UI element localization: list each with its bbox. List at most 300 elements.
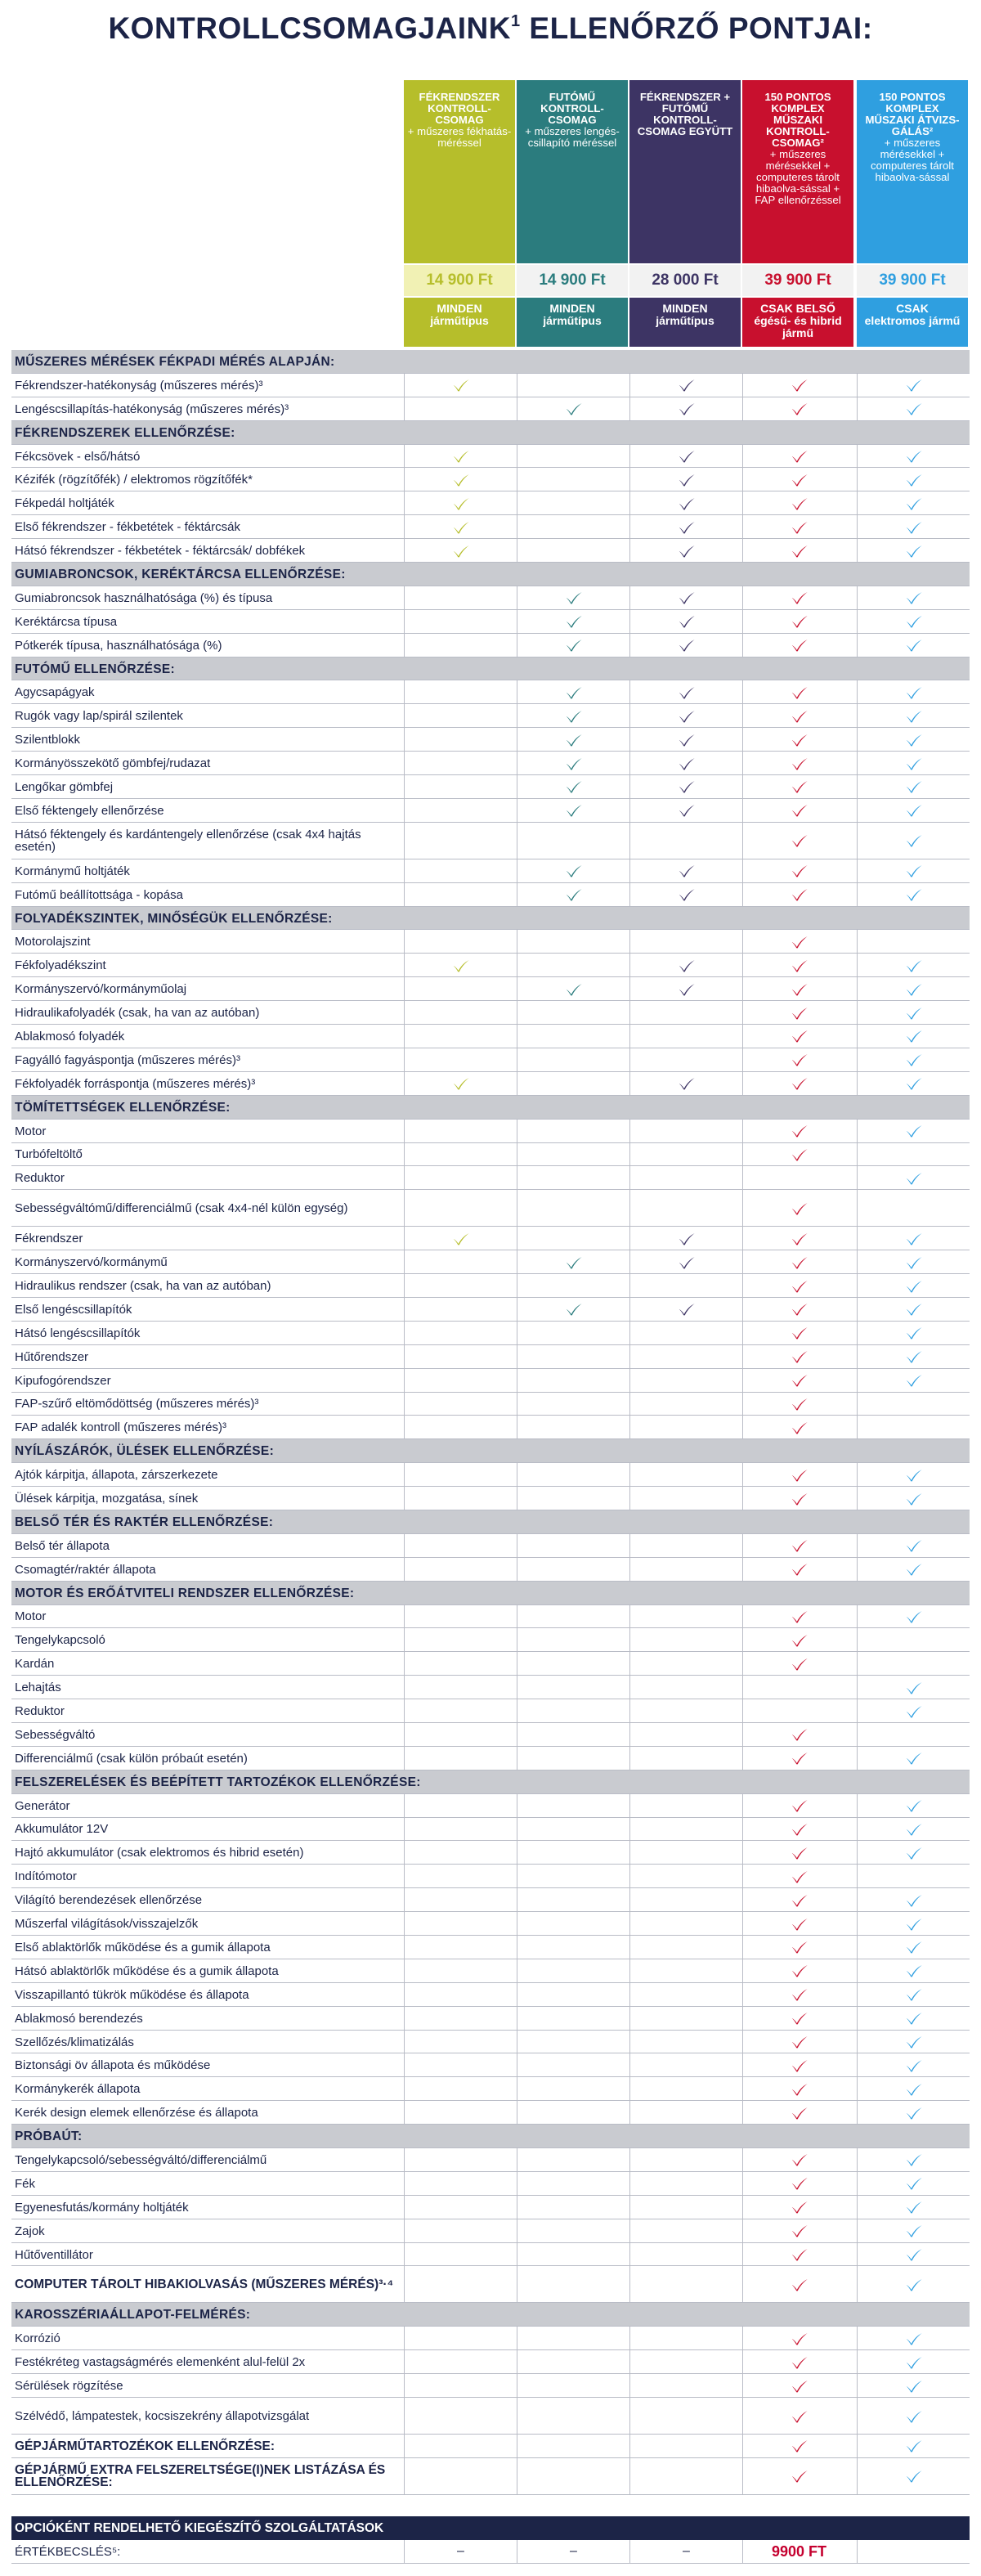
package-cell-3	[629, 1747, 742, 1770]
row-label: Kormányösszekötő gömbfej/rudazat	[15, 756, 211, 771]
checkmark-icon	[791, 1893, 809, 1908]
package-cell-5	[857, 859, 970, 883]
package-cell-1	[404, 2243, 517, 2267]
package-cell-3	[629, 1048, 742, 1072]
package-cell-1	[404, 2196, 517, 2219]
package-cell-3	[629, 2350, 742, 2374]
package-cell-5	[857, 515, 970, 539]
package-description: + műszeres mérésekkel + computeres tárolt hibaolva-sással + FAP ellenőrzéssel	[755, 148, 841, 206]
package-cell-1	[404, 586, 517, 610]
package-cell-4	[742, 1558, 855, 1582]
table-row	[11, 2031, 970, 2054]
checkmark-icon	[905, 378, 923, 393]
row-label: Kormányszervó/kormánymű	[15, 1255, 168, 1270]
package-cell-3	[629, 954, 742, 977]
checkmark-icon	[791, 1633, 809, 1648]
checkmark-icon	[905, 1538, 923, 1553]
checkmark-icon	[905, 1052, 923, 1067]
package-cell-2	[517, 1959, 629, 1983]
package-cell-2	[517, 2398, 629, 2435]
checkmark-icon	[452, 1232, 470, 1246]
package-cell-2	[517, 1865, 629, 1888]
checkmark-icon	[791, 2106, 809, 2120]
package-cell-5	[857, 1983, 970, 2007]
package-cell-5	[857, 1463, 970, 1487]
not-available-dash: –	[457, 2544, 464, 2559]
checkmark-icon	[905, 614, 923, 629]
package-cell-4	[742, 1723, 855, 1747]
checkmark-icon	[452, 958, 470, 973]
package-cell-5	[857, 1841, 970, 1865]
package-price-5: 39 900 Ft	[857, 265, 970, 296]
package-cell-2	[517, 2374, 629, 2398]
package-cell-5	[857, 1345, 970, 1369]
checkmark-icon	[791, 1609, 809, 1624]
vehicle-type-label: CSAK	[896, 302, 929, 315]
package-cell-3	[629, 1959, 742, 1983]
package-cell-4	[742, 1983, 855, 2007]
package-cell-4	[742, 1676, 855, 1699]
package-cell-4	[742, 799, 855, 823]
package-cell-1	[404, 752, 517, 775]
package-cell-2	[517, 954, 629, 977]
checkmark-icon	[791, 2011, 809, 2026]
checkmark-icon	[678, 958, 696, 973]
package-cell-4	[742, 397, 855, 421]
package-cell-4	[742, 445, 855, 469]
row-label: Sérülések rögzítése	[15, 2379, 123, 2394]
row-label: Visszapillantó tükrök működése és állapota	[15, 1987, 249, 2002]
checkmark-icon	[905, 2278, 923, 2292]
price-row	[11, 265, 970, 296]
package-cell-1	[404, 2327, 517, 2350]
row-label: Zajok	[15, 2224, 45, 2238]
checkmark-icon	[905, 1798, 923, 1813]
package-cell-2	[517, 680, 629, 704]
package-cell-2	[517, 1120, 629, 1143]
row-label: Hűtőrendszer	[15, 1349, 89, 1364]
checkmark-icon	[791, 1076, 809, 1091]
row-label: Festékréteg vastagságmérés elemenként alul-felül 2x	[15, 2355, 306, 2370]
package-cell-2	[517, 1628, 629, 1652]
package-cell-3	[629, 1628, 742, 1652]
checkmark-icon	[905, 1076, 923, 1091]
checkmark-icon	[791, 1751, 809, 1766]
package-cell-1	[404, 515, 517, 539]
checkmark-icon	[791, 2082, 809, 2097]
checkmark-icon	[905, 1704, 923, 1719]
package-cell-4	[742, 2172, 855, 2196]
package-cell-3	[629, 1025, 742, 1048]
checkmark-icon	[905, 1255, 923, 1270]
table-row	[11, 799, 970, 823]
checkmark-icon	[791, 449, 809, 464]
package-cell-5	[857, 883, 970, 907]
checkmark-icon	[678, 733, 696, 747]
package-cell-3	[629, 397, 742, 421]
checkmark-icon	[905, 1468, 923, 1483]
checkmark-icon	[791, 1201, 809, 1216]
checkmark-icon	[905, 2439, 923, 2453]
package-cell-3	[629, 2266, 742, 2303]
package-cell-5	[857, 823, 970, 859]
checkmark-icon	[791, 779, 809, 794]
package-cell-1	[404, 1322, 517, 1345]
package-cell-1	[404, 977, 517, 1001]
table-row	[11, 1865, 970, 1888]
row-label: Világító berendezések ellenőrzése	[15, 1893, 203, 1908]
table-row	[11, 1534, 970, 1558]
section-title: MŰSZERES MÉRÉSEK FÉKPADI MÉRÉS ALAPJÁN:	[15, 354, 335, 369]
section-title: BELSŐ TÉR ÉS RAKTÉR ELLENŐRZÉSE:	[15, 1515, 274, 1529]
row-label: Hátsó féktengely és kardántengely ellenőrzése (csak 4x4 hajtás esetén)	[15, 828, 361, 855]
package-cell-1	[404, 1274, 517, 1298]
checkmark-icon	[452, 520, 470, 535]
package-cell-4	[742, 1794, 855, 1818]
table-row	[11, 2196, 970, 2219]
checkmark-icon	[905, 1893, 923, 1908]
package-cell-5	[857, 1369, 970, 1393]
row-label: Kormányszervó/kormányműolaj	[15, 982, 187, 997]
package-cell-3	[629, 2053, 742, 2077]
checkmark-icon	[452, 544, 470, 559]
package-cell-4	[742, 1345, 855, 1369]
package-cell-2	[517, 1416, 629, 1439]
table-row	[11, 2350, 970, 2374]
row-label: GÉPJÁRMŰTARTOZÉKOK ELLENŐRZÉSE:	[15, 2439, 275, 2453]
package-cell-2	[517, 2435, 629, 2458]
package-cell-5	[857, 1250, 970, 1274]
checkmark-icon	[678, 1076, 696, 1091]
row-label: Biztonsági öv állapota és működése	[15, 2058, 211, 2073]
checkmark-icon	[791, 2331, 809, 2346]
row-label: Fékcsövek - első/hátsó	[15, 449, 141, 464]
row-label: Motor	[15, 1124, 47, 1138]
table-body	[11, 350, 970, 2564]
package-cell-4	[742, 2196, 855, 2219]
package-cell-3	[629, 1605, 742, 1629]
package-cell-1	[404, 883, 517, 907]
package-cell-5	[857, 752, 970, 775]
package-cell-2	[517, 1250, 629, 1274]
checkmark-icon	[791, 1255, 809, 1270]
package-cell-4	[742, 2219, 855, 2243]
package-cell-5	[857, 1936, 970, 1959]
package-cell-4	[742, 1048, 855, 1072]
checkmark-icon	[905, 2035, 923, 2049]
package-cell-1	[404, 1048, 517, 1072]
table-row	[11, 634, 970, 657]
package-cell-3	[629, 2101, 742, 2125]
package-cell-5	[857, 1723, 970, 1747]
package-cell-1	[404, 2077, 517, 2101]
package-cell-4	[742, 634, 855, 657]
table-row	[11, 1747, 970, 1770]
package-cell-5	[857, 397, 970, 421]
checkmark-icon	[452, 473, 470, 487]
table-row	[11, 1416, 970, 1439]
package-cell-4	[742, 1534, 855, 1558]
package-cell-3	[629, 2398, 742, 2435]
package-description: + műszeres lengés-csillapító méréssel	[525, 125, 620, 149]
package-cell-2	[517, 1983, 629, 2007]
package-vehicle-type-5	[857, 298, 970, 347]
package-cell-2	[517, 2327, 629, 2350]
checkmark-icon	[565, 982, 583, 997]
checkmark-icon	[791, 1326, 809, 1340]
package-cell-4	[742, 1001, 855, 1025]
package-cell-4	[742, 1393, 855, 1416]
checkmark-icon	[905, 864, 923, 878]
package-cell-3	[629, 1190, 742, 1227]
row-label: Futómű beállítottsága - kopása	[15, 887, 183, 902]
row-label: ÉRTÉKBECSLÉS⁵:	[15, 2544, 121, 2559]
row-label: Kipufogórendszer	[15, 1373, 111, 1388]
package-cell-4	[742, 2053, 855, 2077]
table-row	[11, 1227, 970, 1250]
package-cell-5	[857, 954, 970, 977]
package-cell-2	[517, 1393, 629, 1416]
checkmark-icon	[791, 1349, 809, 1364]
package-cell-4	[742, 1025, 855, 1048]
checkmark-icon	[791, 1124, 809, 1138]
package-cell-4	[742, 1628, 855, 1652]
package-cell-1	[404, 1912, 517, 1936]
package-cell-4	[742, 2101, 855, 2125]
table-row	[11, 704, 970, 728]
checkmark-icon	[791, 1822, 809, 1837]
section-header	[11, 563, 970, 586]
package-cell-1	[404, 2148, 517, 2172]
package-cell-5	[857, 2007, 970, 2031]
section-title: PRÓBAÚT:	[15, 2129, 83, 2144]
package-cell-3	[629, 445, 742, 469]
vehicle-type-sub: járműtípus	[543, 314, 602, 327]
package-cell-5	[857, 1652, 970, 1676]
checkmark-icon	[678, 520, 696, 535]
row-label: Keréktárcsa típusa	[15, 614, 118, 629]
package-cell-5	[857, 1274, 970, 1298]
package-cell-1	[404, 1250, 517, 1274]
package-cell-3	[629, 1322, 742, 1345]
checkmark-icon	[791, 1940, 809, 1954]
checkmark-icon	[791, 1397, 809, 1411]
row-label: Hátsó fékrendszer - fékbetétek - féktárcsák/ dobfékek	[15, 544, 306, 559]
package-cell-1	[404, 930, 517, 954]
package-cell-4	[742, 2031, 855, 2054]
checkmark-icon	[905, 520, 923, 535]
table-row	[11, 1274, 970, 1298]
package-cell-1	[404, 2266, 517, 2303]
row-label: Első fékrendszer - fékbetétek - féktárcsák	[15, 520, 240, 535]
package-cell-1	[404, 1605, 517, 1629]
section-header	[11, 1439, 970, 1463]
package-cell-1	[404, 1628, 517, 1652]
table-row	[11, 1322, 970, 1345]
checkmark-icon	[678, 887, 696, 902]
extra-price: 9900 FT	[771, 2542, 827, 2560]
table-row	[11, 1699, 970, 1723]
row-label: Differenciálmű (csak külön próbaút esetén)	[15, 1751, 248, 1766]
package-cell-5	[857, 491, 970, 515]
package-cell-5	[857, 1072, 970, 1096]
table-row	[11, 1818, 970, 1842]
checkmark-icon	[452, 449, 470, 464]
checkmark-icon	[791, 1006, 809, 1021]
checkmark-icon	[791, 2058, 809, 2073]
package-cell-2	[517, 2007, 629, 2031]
package-cell-1	[404, 1416, 517, 1439]
row-label: Műszerfal világítások/visszajelzők	[15, 1917, 199, 1932]
not-available-dash: –	[683, 2544, 690, 2559]
table-row	[11, 859, 970, 883]
package-cell-2	[517, 1912, 629, 1936]
vehicle-type-label: MINDEN	[437, 302, 482, 315]
package-cell-2	[517, 1534, 629, 1558]
package-cell-1	[404, 2435, 517, 2458]
table-row	[11, 539, 970, 563]
row-label: COMPUTER TÁROLT HIBAKIOLVASÁS (MŰSZERES MÉRÉS)³·⁴	[15, 2278, 394, 2292]
package-cell-2	[517, 2101, 629, 2125]
table-row	[11, 930, 970, 954]
package-cell-1	[404, 397, 517, 421]
checkmark-icon	[678, 864, 696, 878]
table-row	[11, 2053, 970, 2077]
package-cell-2	[517, 1143, 629, 1167]
row-label: Hidraulikus rendszer (csak, ha van az autóban)	[15, 1279, 271, 1293]
checkmark-icon	[791, 833, 809, 848]
checkmark-icon	[791, 733, 809, 747]
package-cell-5	[857, 1025, 970, 1048]
package-cell-3	[629, 2540, 742, 2564]
package-cell-1	[404, 1143, 517, 1167]
row-label: Turbófeltöltő	[15, 1147, 83, 1162]
section-header	[11, 421, 970, 445]
checkmark-icon	[791, 1302, 809, 1317]
package-cell-4	[742, 728, 855, 752]
table-row	[11, 2398, 970, 2435]
package-vehicle-type-2	[517, 298, 629, 347]
checkmark-icon	[565, 864, 583, 878]
checkmark-icon	[678, 402, 696, 416]
package-cell-2	[517, 1676, 629, 1699]
package-cell-5	[857, 1628, 970, 1652]
package-price-4: 39 900 Ft	[742, 265, 855, 296]
package-cell-3	[629, 1416, 742, 1439]
package-cell-5	[857, 445, 970, 469]
package-cell-1	[404, 1001, 517, 1025]
package-header-3	[629, 80, 742, 263]
checkmark-icon	[791, 935, 809, 949]
package-cell-4	[742, 2148, 855, 2172]
row-label: Generátor	[15, 1798, 70, 1813]
package-cell-4	[742, 1652, 855, 1676]
package-cell-2	[517, 1605, 629, 1629]
package-cell-4	[742, 610, 855, 634]
table-row	[11, 1936, 970, 1959]
package-cell-4	[742, 468, 855, 491]
checkmark-icon	[678, 1255, 696, 1270]
package-cell-3	[629, 515, 742, 539]
package-cell-2	[517, 799, 629, 823]
package-cell-5	[857, 1699, 970, 1723]
package-cell-1	[404, 2219, 517, 2243]
checkmark-icon	[791, 2224, 809, 2238]
package-cell-4	[742, 1841, 855, 1865]
checkmark-icon	[905, 709, 923, 724]
checkmark-icon	[905, 496, 923, 511]
checkmark-icon	[791, 803, 809, 818]
row-label: Ajtók kárpitja, állapota, zárszerkezete	[15, 1468, 218, 1483]
checkmark-icon	[791, 2200, 809, 2215]
checkmark-icon	[565, 709, 583, 724]
checkmark-icon	[905, 2058, 923, 2073]
package-cell-2	[517, 704, 629, 728]
vehicle-type-sub: égésű- és hibrid jármű	[754, 314, 842, 339]
package-cell-3	[629, 468, 742, 491]
package-vehicle-type-4	[742, 298, 855, 347]
package-cell-1	[404, 1959, 517, 1983]
package-cell-1	[404, 1369, 517, 1393]
checkmark-icon	[452, 1076, 470, 1091]
checkmark-icon	[791, 2439, 809, 2453]
checkmark-icon	[565, 685, 583, 700]
package-cell-3	[629, 1652, 742, 1676]
checkmark-icon	[791, 2469, 809, 2484]
package-cell-1	[404, 1983, 517, 2007]
package-cell-4	[742, 2266, 855, 2303]
row-label: Fékpedál holtjáték	[15, 496, 114, 511]
package-cell-5	[857, 799, 970, 823]
checkmark-icon	[905, 1373, 923, 1388]
row-label: Fékrendszer-hatékonyság (műszeres mérés)³	[15, 378, 263, 393]
package-cell-2	[517, 1369, 629, 1393]
checkmark-icon	[791, 1657, 809, 1672]
package-cell-4	[742, 1959, 855, 1983]
package-cell-4	[742, 930, 855, 954]
row-label: Agycsapágyak	[15, 685, 95, 700]
checkmark-icon	[905, 638, 923, 653]
checkmark-icon	[791, 982, 809, 997]
package-cell-1	[404, 2007, 517, 2031]
section-title: MOTOR ÉS ERŐÁTVITELI RENDSZER ELLENŐRZÉSE:	[15, 1586, 355, 1600]
package-cell-4	[742, 1936, 855, 1959]
package-cell-1	[404, 2458, 517, 2495]
package-cell-1	[404, 1227, 517, 1250]
package-cell-3	[629, 680, 742, 704]
package-cell-2	[517, 2053, 629, 2077]
package-cell-1	[404, 680, 517, 704]
package-cell-3	[629, 1345, 742, 1369]
package-cell-4	[742, 954, 855, 977]
checkmark-icon	[678, 590, 696, 605]
table-row	[11, 2243, 970, 2267]
package-cell-3	[629, 1888, 742, 1912]
row-label: Pótkerék típusa, használhatósága (%)	[15, 638, 222, 653]
section-title: TÖMÍTETTSÉGEK ELLENŐRZÉSE:	[15, 1100, 231, 1115]
table-row	[11, 1393, 970, 1416]
package-cell-3	[629, 930, 742, 954]
package-cell-5	[857, 680, 970, 704]
package-cell-1	[404, 2398, 517, 2435]
checkmark-icon	[678, 473, 696, 487]
checkmark-icon	[905, 1963, 923, 1978]
table-row	[11, 1628, 970, 1652]
package-cell-3	[629, 1818, 742, 1842]
package-cell-3	[629, 1001, 742, 1025]
package-cell-3	[629, 2077, 742, 2101]
row-label: Hidraulikafolyadék (csak, ha van az autóban)	[15, 1006, 260, 1021]
